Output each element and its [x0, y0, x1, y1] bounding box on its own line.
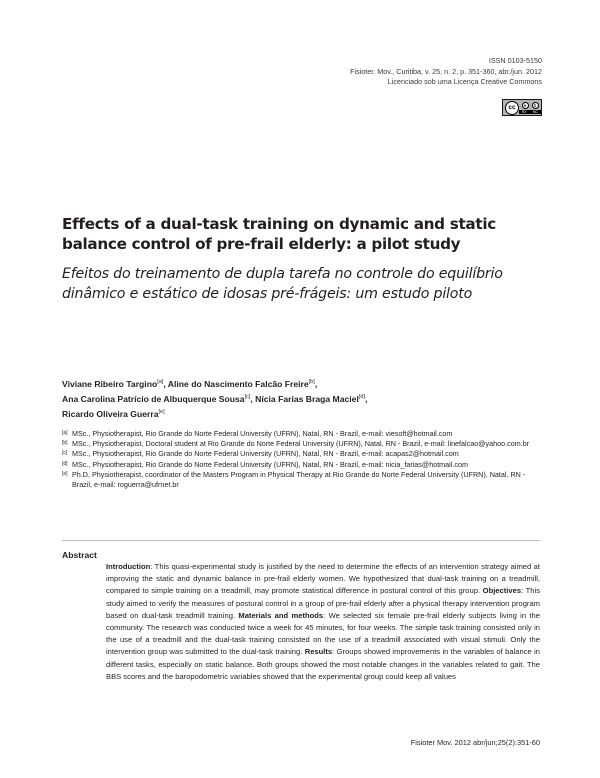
affiliations	[62, 429, 540, 490]
author-name: Aline do Nascimento Falcão Freire	[167, 378, 309, 389]
cc-nc-label: NC	[532, 109, 538, 114]
affiliation-text: MSc., Physiotherapist, Doctoral student at Rio Grande do Norte Federal University (UFRN), Natal, RN - Brazil, e-mail: linefalcao@yahoo.com.br	[72, 439, 530, 449]
affiliation-text: MSc., Physiotherapist, Rio Grande do Norte Federal University (UFRN), Natal, RN - Brazil, e-mail: acapas2@hotmail.com	[72, 449, 459, 459]
affiliation-item	[62, 429, 540, 439]
creative-commons-badge[interactable]	[502, 99, 542, 116]
abstract-heading: Abstract	[62, 550, 97, 560]
abstract-body: Introduction: This quasi-experimental study is justified by the need to determine the effects of an intervention strategy aimed at improving the static and dynamic balance in pre-frail elderly women. We hypothesized that dual-task training on a treadmill, compared to simple training on a treadmill, may promote statistical difference in postural control of this group. Objectives: This study aimed to verify the measures of postural control in a group of pre-frail elderly after a physical therapy intervention program based on dual-task treadmill training. Materials and methods: We selected six female pre-frail elderly subjects living in the community. The research was conducted twice a week for 45 minutes, for four weeks. The simple task training consisted only in the use of a treadmill and the dual-task training consisted on the use of a treadmill associated with visual stimuli. Only the intervention group was submitted to the dual-task training. Results: Groups showed improvements in the variables of balance in different tasks, especially on static balance. Both groups showed the most notable changes in the variables related to gait. The BBS scores and the baropodometric variables showed that the experimental group could keep all values	[106, 562, 540, 681]
affiliation-item	[62, 470, 540, 490]
affiliation-mark: [e]	[62, 470, 68, 477]
abstract-keyword: Introduction	[106, 562, 151, 571]
abstract-keyword: Materials and methods	[238, 610, 324, 620]
license-text: Licenciado sob uma Licença Creative Commons	[387, 77, 542, 86]
journal-meta	[350, 56, 542, 88]
affiliation-text: MSc., Physiotherapist, Rio Grande do Norte Federal University (UFRN), Natal, RN - Brazil, e-mail: viesoft@hotmail.com	[72, 429, 453, 438]
affiliation-text: Ph.D, Physiotherapist, coordinator of the Masters Program in Physical Therapy at Rio Grande do Norte Federal University (UFRN), Natal, RN - Brazil, e-mail: roguerra@ufrnet.br	[72, 469, 526, 490]
cc-icon: cc	[505, 101, 519, 115]
noncommercial-icon: $	[532, 102, 539, 109]
author-name: Nícia Farias Braga Maciel	[255, 393, 359, 404]
attribution-icon: ●	[522, 102, 529, 109]
author-mark: [d]	[358, 393, 365, 400]
author-mark: [a]	[157, 379, 164, 385]
affiliation-item	[62, 449, 540, 459]
abstract-keyword: Objectives	[482, 586, 522, 596]
section-divider	[62, 540, 540, 541]
affiliation-mark: [c]	[62, 450, 68, 457]
affiliation-item	[62, 439, 540, 449]
affiliation-text: MSc., Physiotherapist, Rio Grande do Norte Federal University (UFRN), Natal, RN - Brazil, e-mail: nicia_farias@hotmail.com	[72, 459, 468, 469]
author-name: Viviane Ribeiro Targino	[62, 378, 158, 389]
page-footer: Fisioter Mov. 2012 abr/jun;25(2):351-60	[410, 738, 540, 747]
citation: Fisioter. Mov., Curitiba, v. 25, n. 2, p. 351-360, abr./jun. 2012	[350, 66, 542, 76]
issn: ISSN 0103-5150	[488, 56, 542, 65]
author-name: Ricardo Oliveira Guerra	[62, 408, 159, 419]
article-subtitle: Efeitos do treinamento de dupla tarefa no controle do equilíbrio dinâmico e estático de idosas pré-frágeis: um estudo piloto	[62, 266, 503, 302]
affiliation-mark: [d]	[62, 460, 68, 467]
abstract-keyword: Results	[304, 647, 333, 657]
author-name: Ana Carolina Patrício de Albuquerque Sousa	[62, 393, 245, 404]
author-mark: [e]	[158, 408, 165, 415]
author-mark: [c]	[244, 393, 251, 400]
affiliation-item	[62, 460, 540, 470]
author-list: Viviane Ribeiro Targino[a], Aline do Nascimento Falcão Freire[b], Ana Carolina Patrício de Albuquerque Sousa[c], Nícia Farias Braga Maciel[d], Ricardo Oliveira Guerra[e]	[62, 378, 368, 419]
affiliation-mark: [b]	[62, 440, 68, 447]
cc-by-label: BY	[522, 109, 527, 114]
affiliation-mark: [a]	[62, 430, 68, 436]
author-mark: [b]	[308, 379, 315, 385]
article-title: Effects of a dual-task training on dynamic and static balance control of pre-frail elderly: a pilot study	[62, 215, 496, 253]
